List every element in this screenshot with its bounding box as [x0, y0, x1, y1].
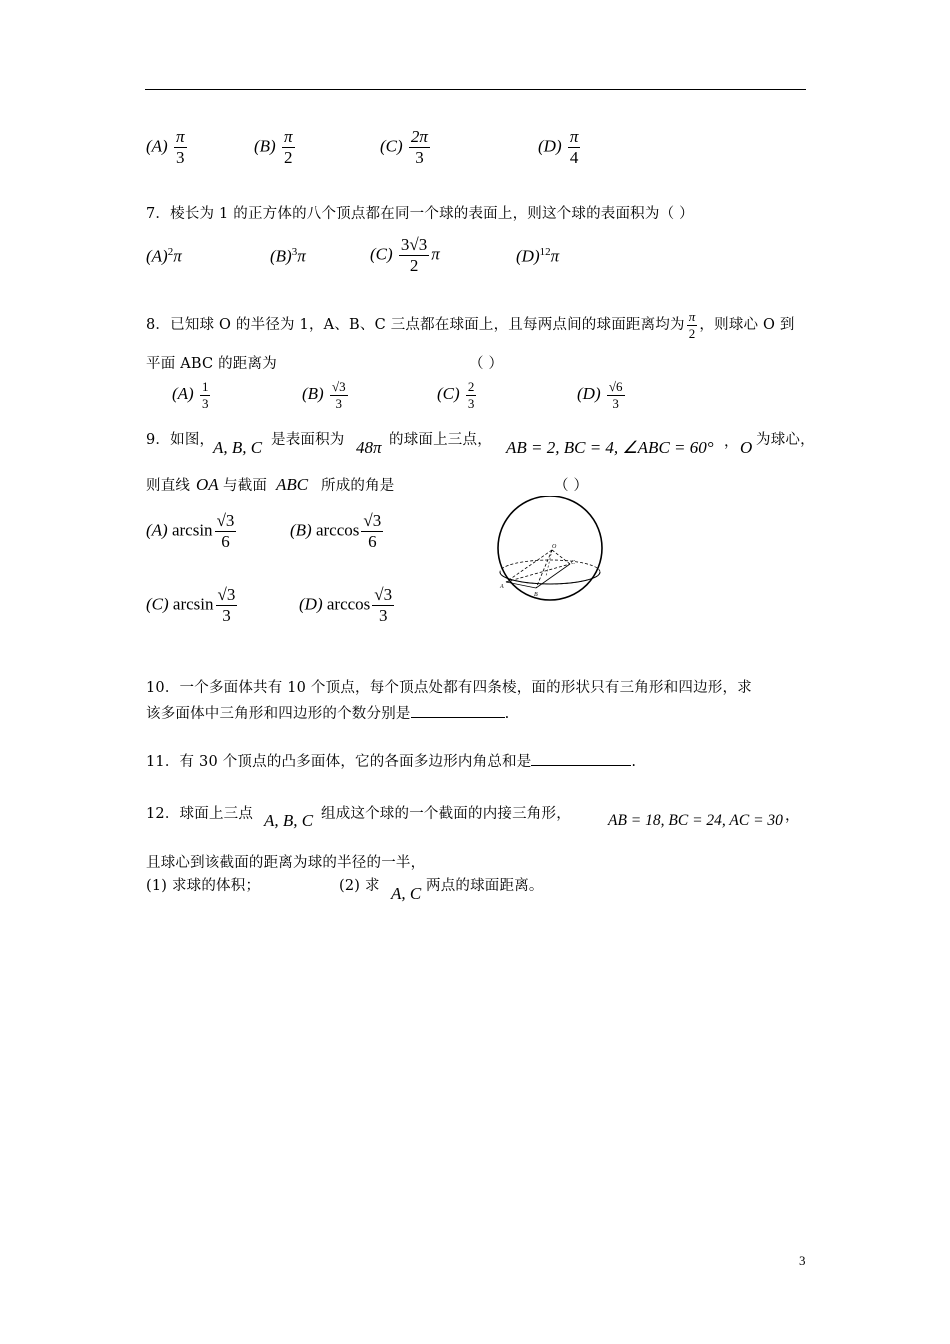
q9-area: 48π	[356, 438, 382, 457]
page-number: 3	[799, 1253, 806, 1268]
q9-comma: ，	[724, 434, 739, 450]
q12-part1: (1) 求球的体积；	[146, 878, 261, 894]
q10-answer-blank	[411, 717, 505, 718]
q7-text: 7．棱长为 1 的正方体的八个顶点都在同一个球的表面上，则这个球的表面积为（ ）	[146, 206, 694, 222]
q9-prefix: 9．如图，	[146, 432, 215, 448]
q8-line1: 8．已知球 O 的半径为 1，A、B、C 三点都在球面上，且每两点间的球面距离均为 $\frac{\pi}{2}$ ，则球心 O 到	[146, 309, 795, 341]
q12-line2: 且球心到该截面的距离为球的半径的一半，	[146, 855, 426, 871]
q9-line-oa: OA	[196, 475, 219, 494]
q7-option-d: $(D)^{12}\pi$	[516, 246, 560, 266]
q7-option-c: (C) $\frac{3√3}{2}$ π	[370, 235, 440, 275]
q9-option-d: (D) arccos $\frac{√3}{3}$	[299, 585, 393, 625]
q6-option-b: (B) $\frac{\pi}{2}$	[254, 127, 293, 167]
fig-label-b: B	[534, 592, 538, 598]
header-rule	[145, 89, 806, 90]
q12-part2-b: 两点的球面距离。	[426, 878, 544, 894]
q12-condition: AB = 18, BC = 24, AC = 30	[608, 812, 783, 829]
segment-oc	[552, 550, 570, 564]
q9-text-b: 是表面积为	[271, 432, 345, 448]
fig-label-c: C	[571, 560, 576, 566]
q12-part2-a: (2) 求	[339, 878, 380, 894]
q8-line2: 平面 ABC 的距离为	[146, 356, 277, 372]
q9-line2-c: 所成的角是	[321, 478, 395, 494]
q6-option-d: (D) $\frac{\pi}{4}$	[538, 127, 579, 167]
q12-comma: ，	[785, 808, 800, 824]
q9-text-e: 为球心，	[756, 432, 815, 448]
q6-option-c: (C) $\frac{2\pi}{3}$	[380, 127, 428, 167]
q9-option-a: (A) arcsin $\frac{√3}{6}$	[146, 511, 235, 551]
q9-line2-b: 与截面	[223, 478, 268, 494]
q7-option-a: $(A)^2\pi$	[146, 246, 182, 266]
q12-prefix: 12．球面上三点	[146, 806, 254, 822]
q9-points: A, B, C	[213, 438, 263, 457]
q9-option-b: (B) arccos $\frac{√3}{6}$	[290, 511, 382, 551]
q6-option-a: (A) $\frac{\pi}{3}$	[146, 127, 185, 167]
q12-points: A, B, C	[264, 811, 314, 830]
q11-text: 11．有 30 个顶点的凸多面体，它的各面多边形内角总和是 .	[146, 754, 637, 770]
q11-answer-blank	[531, 765, 631, 766]
q8-answer-paren: （ ）	[469, 356, 504, 372]
q10-line2: 该多面体中三角形和四边形的个数分别是 .	[146, 706, 510, 722]
q9-center-o: O	[740, 438, 753, 457]
q8-option-b: (B) $\frac{√3}{3}$	[302, 379, 346, 411]
q9-plane-abc: ABC	[276, 475, 309, 494]
fig-label-o: O	[552, 544, 557, 550]
segment-ac	[506, 564, 570, 582]
q8-option-a: (A) $\frac{1}{3}$	[172, 379, 209, 411]
q9-text-c: 的球面上三点，	[389, 432, 492, 448]
q8-option-c: (C) $\frac{2}{3}$	[437, 379, 475, 411]
q9-answer-paren: （ ）	[554, 478, 589, 494]
fig-label-a: A	[500, 584, 504, 590]
q9-condition: AB = 2, BC = 4, ∠ABC = 60°	[506, 438, 714, 457]
sphere-figure	[494, 496, 606, 606]
q12-text-b: 组成这个球的一个截面的内接三角形，	[321, 806, 571, 822]
q7-option-b: $(B)^3\pi$	[270, 246, 306, 266]
q8-option-d: (D) $\frac{√6}{3}$	[577, 379, 623, 411]
q9-line2-a: 则直线	[146, 478, 191, 494]
q9-option-c: (C) arcsin $\frac{√3}{3}$	[146, 585, 236, 625]
q12-part2-points: A, C	[391, 884, 422, 903]
q10-line1: 10．一个多面体共有 10 个顶点，每个顶点处都有四条棱，面的形状只有三角形和四边形，求	[146, 680, 752, 696]
